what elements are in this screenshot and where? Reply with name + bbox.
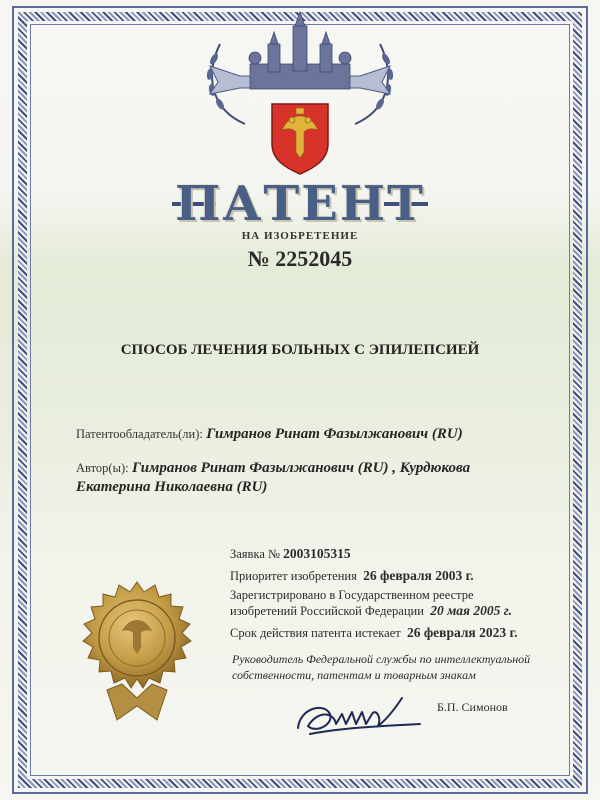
- invention-title: СПОСОБ ЛЕЧЕНИЯ БОЛЬНЫХ С ЭПИЛЕПСИЕЙ: [120, 342, 480, 358]
- head-note-line1: Руководитель Федеральной службы по интеллектуальной: [232, 652, 531, 666]
- holder-value: Гимранов Ринат Фазылжанович (RU): [206, 426, 463, 442]
- application-row: [230, 546, 351, 562]
- registered-row-2: [230, 603, 512, 619]
- patent-number: № 2252045: [247, 246, 353, 271]
- authors-row: [76, 460, 560, 477]
- head-note-line2: собственности, патентам и товарным знакам: [232, 668, 476, 682]
- registered-date: 20 мая 2005 г.: [430, 603, 512, 618]
- patent-title: ПАТЕНТ: [175, 176, 425, 232]
- application-number: 2003105315: [283, 546, 351, 561]
- validity-date: 26 февраля 2023 г.: [406, 625, 518, 640]
- registered-row-1: [230, 588, 474, 603]
- signature-icon: [290, 690, 430, 750]
- authors-value-line2: Екатерина Николаевна (RU): [76, 479, 268, 495]
- priority-label: Приоритет изобретения: [230, 569, 357, 583]
- priority-date: 26 февраля 2003 г.: [363, 568, 474, 583]
- validity-row: [230, 625, 517, 641]
- signer-name: Б.П. Симонов: [437, 700, 508, 714]
- patent-subtitle: НА ИЗОБРЕТЕНИЕ: [241, 230, 359, 242]
- authors-row-2: [76, 479, 560, 496]
- authors-value-line1: Гимранов Ринат Фазылжанович (RU) , Курдюкова: [132, 460, 471, 476]
- holder-label: Патентообладатель(ли):: [76, 427, 203, 441]
- application-label: Заявка №: [230, 547, 280, 561]
- registered-label-line1: Зарегистрировано в Государственном реестре: [230, 588, 474, 602]
- head-note: [232, 651, 562, 683]
- holder-row: [76, 426, 560, 443]
- validity-label: Срок действия патента истекает: [230, 626, 401, 640]
- kremlin-emblem-icon: [150, 4, 450, 184]
- priority-row: [230, 568, 474, 584]
- gold-seal-icon: [62, 580, 212, 730]
- registered-label-line2: изобретений Российской Федерации: [230, 604, 424, 618]
- authors-label: Автор(ы):: [76, 461, 129, 475]
